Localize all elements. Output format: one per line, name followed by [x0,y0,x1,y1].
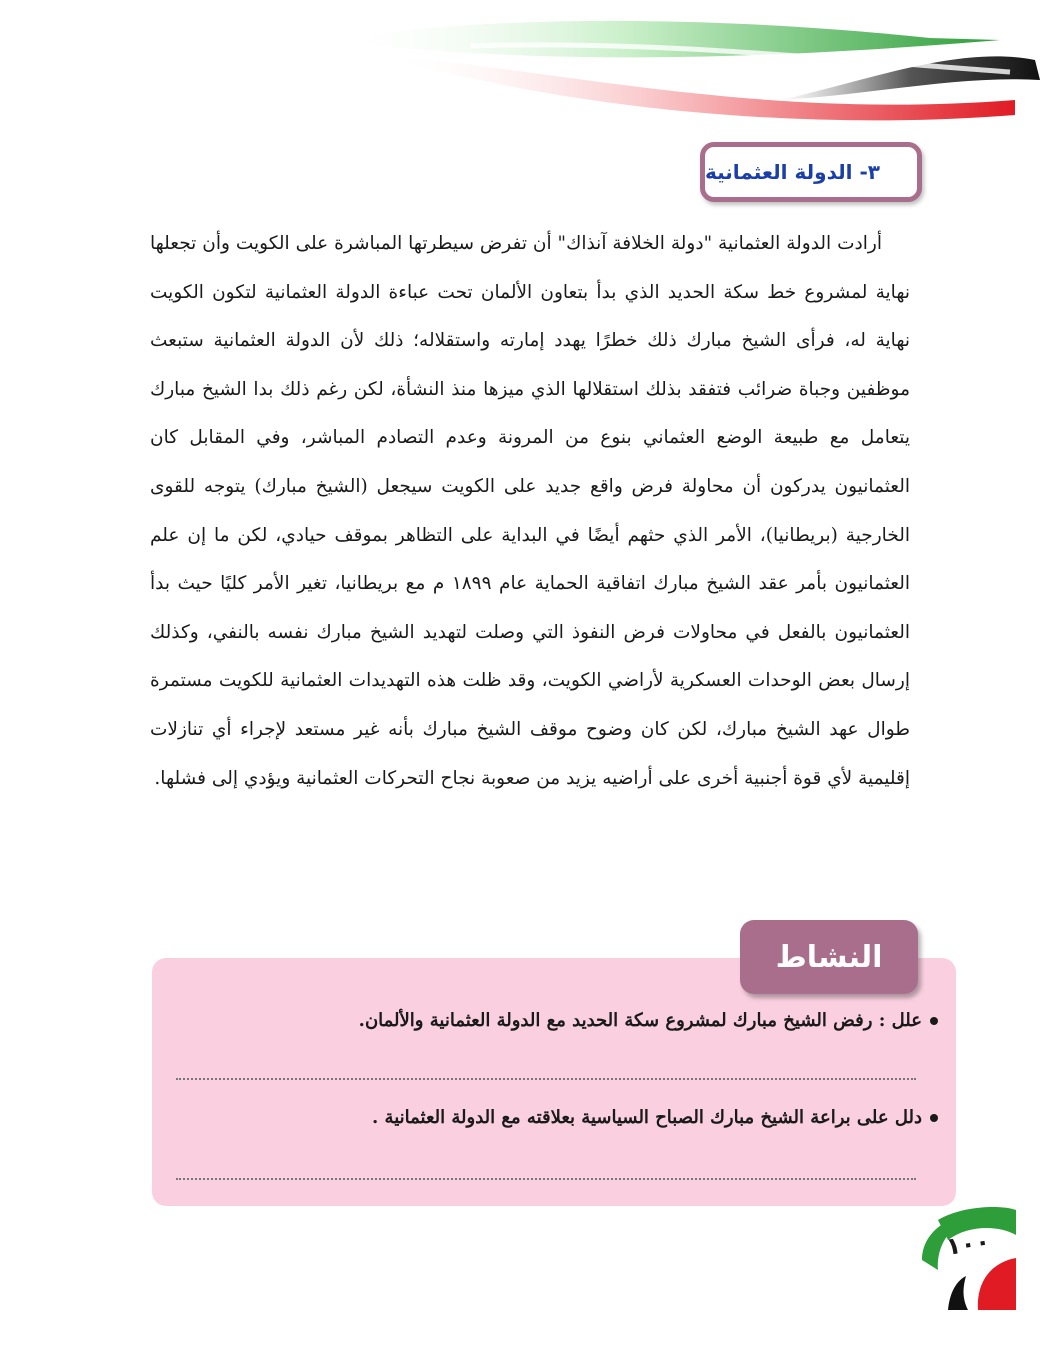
question-text: دلل على براعة الشيخ مبارك الصباح السياسية بعلاقته مع الدولة العثمانية . [372,1107,922,1128]
page-number: ١٠٠ [944,1227,992,1261]
body-paragraph: أرادت الدولة العثمانية "دولة الخلافة آنذاك" أن تفرض سيطرتها المباشرة على الكويت وأن تجعلها نهاية لمشروع خط سكة الحديد الذي بدأ بتعاون الألمان تحت عباءة الدولة العثمانية لتكون الكويت نهاية له، فرأى الشيخ مبارك ذلك خطرًا يهدد إمارته واستقلاله؛ ذلك لأن الدولة العثمانية ستبعث موظفين وجباة ضرائب فتفقد بذلك استقلالها الذي ميزها منذ النشأة، لكن رغم ذلك بدا الشيخ مبارك يتعامل مع طبيعة الوضع العثماني بنوع من المرونة وعدم التصادم المباشر، وفي المقابل كان العثمانيون يدركون أن محاولة فرض واقع جديد على الكويت سيجعل (الشيخ مبارك) يتوجه للقوى الخارجية (بريطانيا)، الأمر الذي حثهم أيضًا في البداية على التظاهر بموقف حيادي، لكن ما إن علم العثمانيون بأمر عقد الشيخ مبارك اتفاقية الحماية عام ١٨٩٩ م مع بريطانيا، تغير الأمر كليًا حيث بدأ العثمانيون بالفعل في محاولات فرض النفوذ التي وصلت لتهديد الشيخ مبارك نفسه بالنفي، وكذلك إرسال بعض الوحدات العسكرية لأراضي الكويت، وقد ظلت هذه التهديدات العثمانية للكويت مستمرة طوال عهد الشيخ مبارك، لكن كان وضوح موقف الشيخ مبارك بأنه غير مستعد لإجراء أي تنازلات إقليمية لأي قوة أجنبية أخرى على أراضيه يزيد من صعوبة نجاح التحركات العثمانية ويؤدي إلى فشلها. [150,233,910,789]
activity-question-2 [372,1107,938,1128]
bullet-icon [930,1017,938,1025]
answer-line-2[interactable] [176,1178,916,1180]
flag-swoosh-decoration [0,0,1062,140]
activity-title: النشاط [775,939,883,975]
page-corner-decoration [908,1200,1018,1320]
activity-box [152,958,956,1206]
bullet-icon [930,1114,938,1122]
activity-tab [740,920,918,994]
question-text: علل : رفض الشيخ مبارك لمشروع سكة الحديد مع الدولة العثمانية والألمان. [358,1010,922,1031]
activity-question-1 [359,1010,938,1031]
answer-line-1[interactable] [176,1078,916,1080]
section-title: ٣- الدولة العثمانية [705,160,880,184]
section-heading-box [700,142,922,202]
